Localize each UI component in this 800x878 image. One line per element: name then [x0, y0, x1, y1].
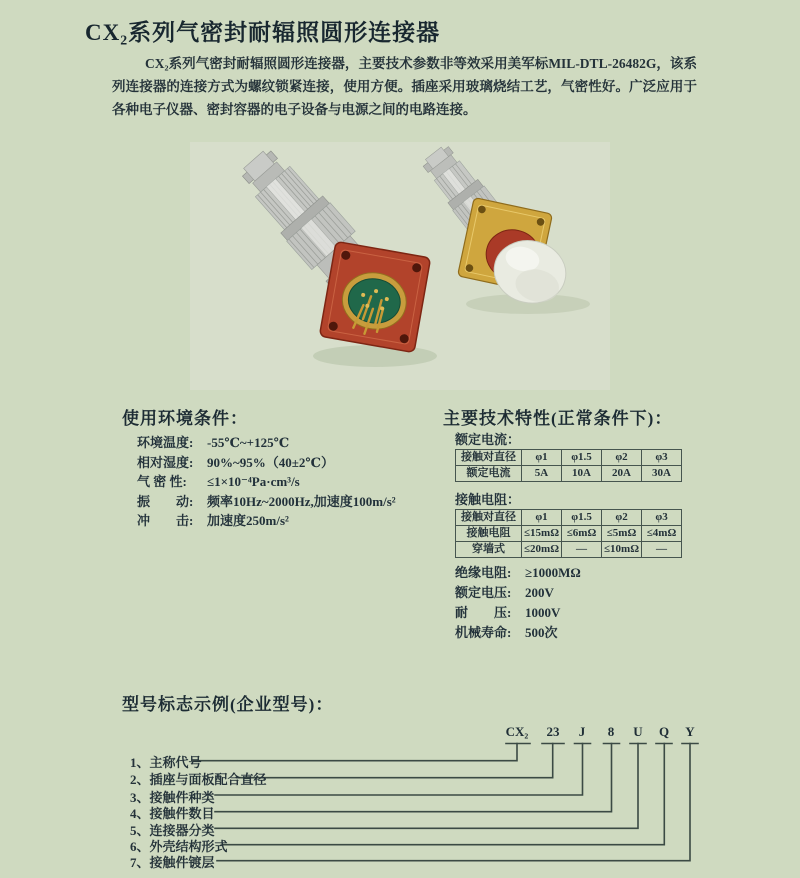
rated-current-label: 额定电流：	[455, 432, 521, 447]
table-cell: 额定电流	[456, 466, 522, 482]
table-cell: ≤20mΩ	[522, 542, 562, 558]
table-cell: 30A	[642, 466, 682, 482]
env-label: 环境温度:	[137, 435, 194, 450]
table-cell: 接触对直径	[456, 510, 522, 526]
model-heading: 型号标志示例(企业型号)：	[122, 695, 334, 714]
legend-item: 1、主称代号	[130, 755, 202, 770]
table-cell: 10A	[562, 466, 602, 482]
table-cell: ≤5mΩ	[602, 526, 642, 542]
table-cell: ≤10mΩ	[602, 542, 642, 558]
legend-item: 7、接触件镀层	[130, 855, 215, 870]
page-title: CX₂系列气密封耐辐照圆形连接器	[85, 20, 441, 45]
env-label: 振 动:	[137, 493, 194, 509]
env-value: 加速度250m/s²	[207, 513, 289, 528]
env-value: 频率10Hz~2000Hz,加速度100m/s²	[207, 493, 396, 509]
spec-value: 200V	[525, 585, 554, 600]
table-cell: φ1	[522, 510, 562, 526]
table-cell: φ2	[602, 450, 642, 466]
technical-heading: 主要技术特性(正常条件下)：	[443, 409, 673, 428]
model-code: 8	[607, 724, 615, 739]
legend-item: 2、插座与面板配合直径	[130, 772, 267, 787]
model-code: U	[633, 724, 643, 739]
contact-resistance-label: 接触电阻：	[455, 492, 521, 507]
legend-item: 6、外壳结构形式	[130, 839, 228, 854]
table-cell: ≤6mΩ	[562, 526, 602, 542]
table-cell: 接触电阻	[456, 526, 522, 542]
env-label: 相对湿度:	[137, 454, 194, 470]
spec-label: 绝缘电阻:	[455, 565, 512, 580]
table-cell: 5A	[522, 466, 562, 482]
env-value: 90%~95%（40±2℃）	[207, 454, 334, 470]
spec-label: 额定电压:	[455, 585, 512, 600]
table-cell: 穿墙式	[456, 542, 522, 558]
table-cell: φ1.5	[562, 510, 602, 526]
table-cell: φ1.5	[562, 450, 602, 466]
model-code: CX₂	[505, 724, 529, 739]
env-value: ≤1×10⁻⁴Pa·cm³/s	[207, 474, 300, 489]
spec-value: 1000V	[525, 605, 561, 620]
table-cell: 20A	[602, 466, 642, 482]
model-code: Y	[685, 724, 695, 739]
table-cell: φ3	[642, 510, 682, 526]
spec-value: ≥1000MΩ	[525, 565, 581, 580]
legend-item: 5、连接器分类	[130, 822, 215, 838]
table-cell: ≤4mΩ	[642, 526, 682, 542]
spec-label: 机械寿命:	[455, 625, 512, 640]
connector-lines	[0, 680, 800, 878]
table-cell: 接触对直径	[456, 450, 522, 466]
spec-value: 500次	[525, 625, 558, 640]
model-code: Q	[658, 724, 670, 739]
table-cell: —	[642, 542, 682, 558]
env-label: 气 密 性:	[137, 474, 187, 489]
intro-paragraph: CX₂系列气密封耐辐照圆形连接器，主要技术参数非等效采用美军标MIL-DTL-26482G，该系列连接器的连接方式为螺纹锁紧连接，使用方便。插座采用玻璃烧结工艺，气密性好。广泛应用于各种电子仪器、密封容器的电子设备与电源之间的电路连接。	[112, 56, 697, 117]
model-code: J	[578, 724, 586, 739]
table-cell: —	[562, 542, 602, 558]
legend-item: 4、接触件数目	[130, 806, 215, 821]
env-label: 冲 击:	[137, 513, 194, 528]
table-cell: ≤15mΩ	[522, 526, 562, 542]
legend-item: 3、接触件种类	[130, 789, 215, 805]
table-cell: φ2	[602, 510, 642, 526]
model-code: 23	[546, 724, 560, 739]
table-cell: φ1	[522, 450, 562, 466]
spec-label: 耐 压:	[455, 605, 512, 620]
env-value: -55℃~+125℃	[207, 435, 290, 450]
environment-heading: 使用环境条件：	[122, 409, 248, 428]
table-cell: φ3	[642, 450, 682, 466]
